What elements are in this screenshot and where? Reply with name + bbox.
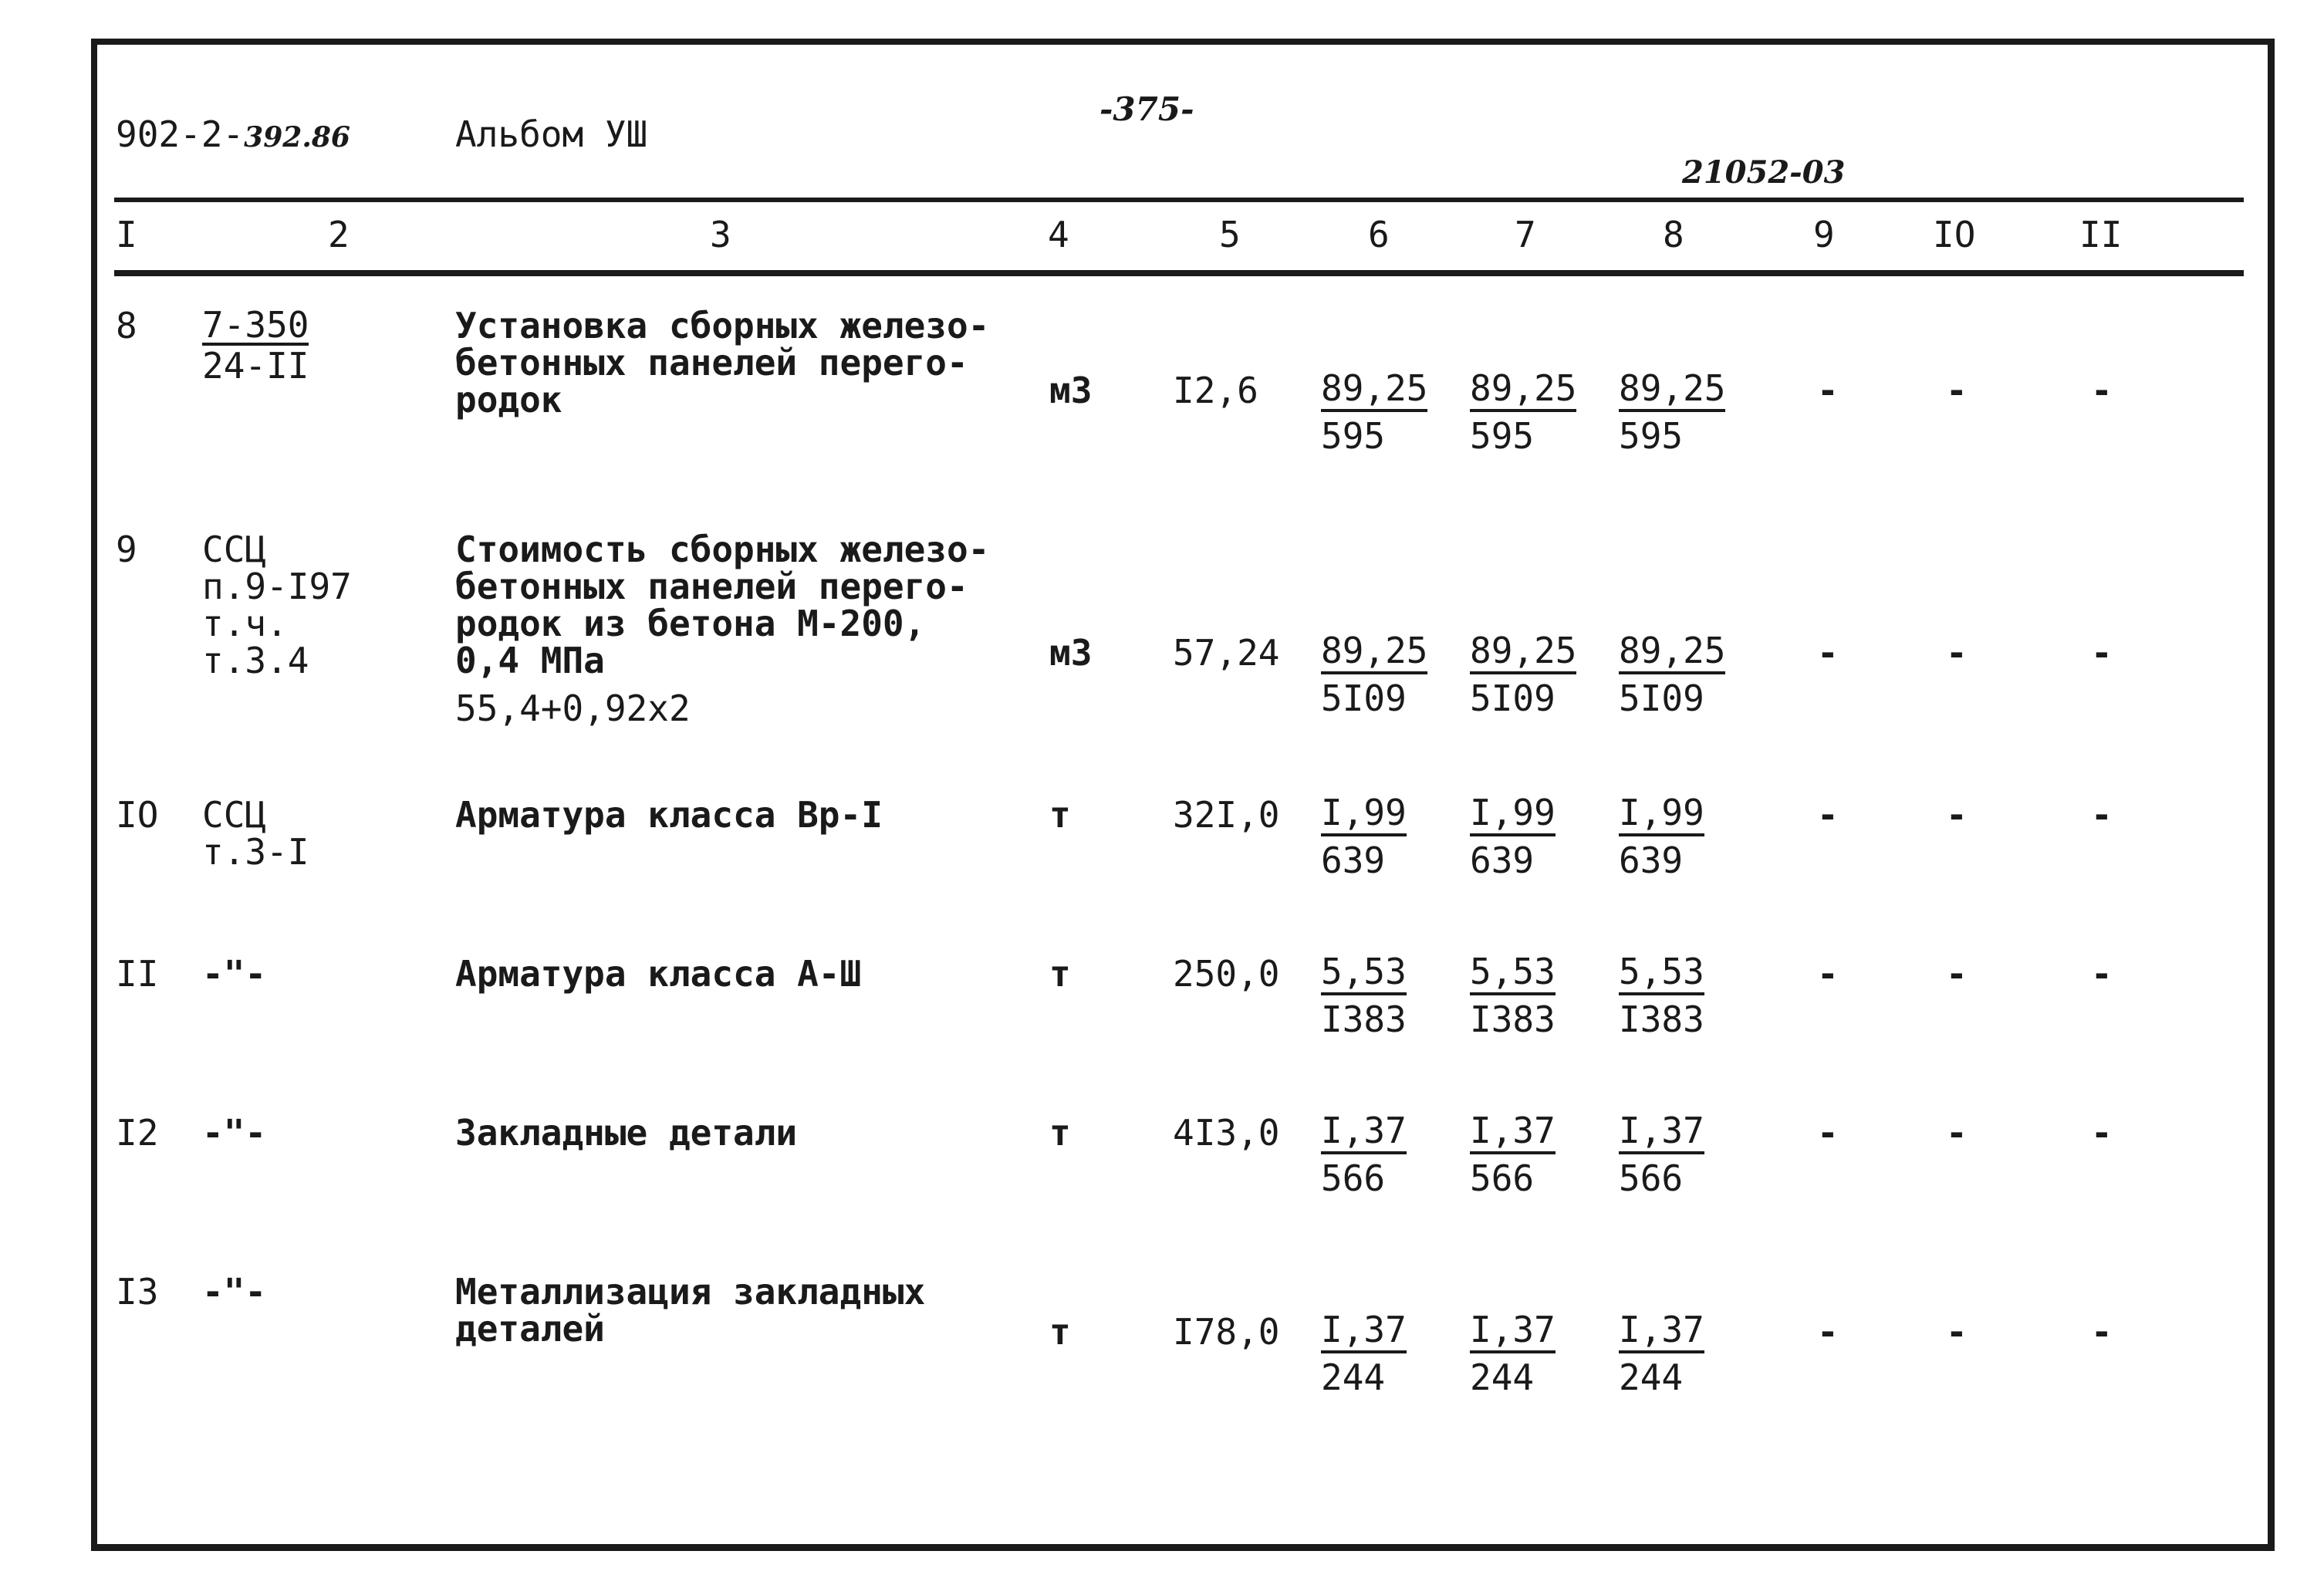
- cell-col8: [1619, 1310, 1704, 1401]
- cell-col10: -: [1946, 1311, 1968, 1353]
- row-description: Закладные детали: [455, 1112, 798, 1154]
- cell-col11: -: [2091, 1112, 2113, 1154]
- cell-top: I,99: [1619, 793, 1704, 836]
- column-header: I: [116, 214, 137, 255]
- description-line: 0,4 МПа: [455, 640, 605, 681]
- column-header: 7: [1515, 214, 1536, 255]
- description-line: Металлизация закладных: [455, 1271, 926, 1313]
- row-price: I78,0: [1173, 1311, 1280, 1353]
- cell-bottom: 244: [1321, 1357, 1386, 1398]
- code-line: т.ч.: [202, 603, 288, 644]
- cell-col11: -: [2091, 632, 2113, 674]
- column-header: 9: [1813, 214, 1835, 255]
- cell-top: 89,25: [1619, 631, 1725, 674]
- column-header: 8: [1663, 214, 1684, 255]
- series-handwritten: 392.86: [244, 121, 350, 154]
- cell-col9: -: [1817, 1112, 1839, 1154]
- cell-top: 89,25: [1321, 369, 1427, 412]
- cell-top: 89,25: [1470, 631, 1576, 674]
- cell-col7: [1470, 631, 1576, 722]
- column-header: 5: [1219, 214, 1241, 255]
- cell-top: 5,53: [1321, 952, 1407, 995]
- cell-col6: [1321, 1111, 1407, 1202]
- cell-col7: [1470, 369, 1576, 460]
- description-line: 55,4+0,92х2: [455, 688, 691, 729]
- cell-top: I,37: [1470, 1310, 1556, 1353]
- row-price: 4I3,0: [1173, 1112, 1280, 1154]
- row-number: IO: [116, 794, 159, 836]
- column-header: 3: [710, 214, 731, 255]
- row-unit: м3: [1049, 632, 1093, 674]
- cell-col7: [1470, 793, 1556, 884]
- cell-bottom: I383: [1470, 998, 1556, 1040]
- description-line: Арматура класса Вр-I: [455, 794, 883, 836]
- description-line: Стоимость сборных железо-: [455, 529, 990, 570]
- cell-bottom: 5I09: [1321, 677, 1407, 719]
- cell-bottom: 566: [1619, 1157, 1684, 1199]
- cell-bottom: 244: [1619, 1357, 1684, 1398]
- code-line: т.3.4: [202, 640, 309, 681]
- row-number: 8: [116, 305, 137, 346]
- cell-bottom: 595: [1470, 415, 1535, 457]
- cell-col9: -: [1817, 953, 1839, 995]
- row-price: 57,24: [1173, 632, 1280, 674]
- cell-bottom: 639: [1321, 840, 1386, 881]
- cell-col9: -: [1817, 632, 1839, 674]
- cell-col8: [1619, 631, 1725, 722]
- description-line: родок: [455, 379, 562, 421]
- cell-top: I,37: [1321, 1111, 1407, 1154]
- row-price: 32I,0: [1173, 794, 1280, 836]
- cell-top: 89,25: [1321, 631, 1427, 674]
- row-description: [455, 794, 883, 836]
- series-number: [116, 113, 350, 156]
- row-unit: м3: [1049, 370, 1093, 411]
- row-description: Арматура класса А-Ш: [455, 953, 862, 995]
- series-prefix: 902-2-: [116, 113, 245, 155]
- column-header: 6: [1368, 214, 1390, 255]
- cell-col10: -: [1946, 370, 1968, 411]
- row-unit: т: [1049, 1112, 1071, 1154]
- cell-col8: [1619, 952, 1704, 1043]
- cell-col7: [1470, 1111, 1556, 1202]
- column-header: 2: [328, 214, 350, 255]
- cell-col6: [1321, 369, 1427, 460]
- column-header: IO: [1933, 214, 1976, 255]
- document-number: 21052-03: [1682, 154, 1846, 191]
- page-number: -375-: [1100, 90, 1194, 128]
- cell-col11: -: [2091, 794, 2113, 836]
- row-price: I2,6: [1173, 370, 1258, 411]
- cell-bottom: 595: [1619, 415, 1684, 457]
- cell-top: I,99: [1321, 793, 1407, 836]
- description-line: деталей: [455, 1308, 605, 1350]
- row-code: -"-: [202, 1112, 267, 1154]
- description-line: родок из бетона М-200,: [455, 603, 926, 644]
- row-code: [202, 304, 309, 387]
- cell-col9: -: [1817, 794, 1839, 836]
- cell-top: I,37: [1321, 1310, 1407, 1353]
- cell-bottom: 639: [1470, 840, 1535, 881]
- row-number: I3: [116, 1271, 159, 1313]
- description-line: бетонных панелей перего-: [455, 566, 968, 607]
- code-line: т.3-I: [202, 831, 309, 873]
- cell-col10: -: [1946, 1112, 1968, 1154]
- cell-top: 89,25: [1470, 369, 1576, 412]
- row-code: -"-: [202, 953, 267, 995]
- cell-col8: [1619, 1111, 1704, 1202]
- cell-col10: -: [1946, 953, 1968, 995]
- row-code: [202, 794, 309, 873]
- column-header: 4: [1048, 214, 1069, 255]
- cell-col10: -: [1946, 632, 1968, 674]
- description-line: бетонных панелей перего-: [455, 342, 968, 384]
- album-label: Альбом УШ: [455, 113, 648, 155]
- cell-col7: [1470, 1310, 1556, 1401]
- cell-bottom: 595: [1321, 415, 1386, 457]
- cell-bottom: 566: [1470, 1157, 1535, 1199]
- cell-bottom: I383: [1619, 998, 1704, 1040]
- cell-col8: [1619, 369, 1725, 460]
- cell-col6: [1321, 631, 1427, 722]
- code-line: ССЦ: [202, 794, 267, 836]
- cell-top: I,37: [1470, 1111, 1556, 1154]
- row-number: II: [116, 953, 159, 995]
- code-line: 7-350: [202, 304, 309, 346]
- row-unit: т: [1049, 953, 1071, 995]
- row-number: 9: [116, 529, 137, 570]
- row-price: 250,0: [1173, 953, 1280, 995]
- code-line: п.9-I97: [202, 566, 352, 607]
- code-line: ССЦ: [202, 529, 267, 570]
- header-bottom-rule: [114, 270, 2244, 276]
- cell-bottom: 244: [1470, 1357, 1535, 1398]
- cell-bottom: 639: [1619, 840, 1684, 881]
- cell-col6: [1321, 1310, 1407, 1401]
- cell-col8: [1619, 793, 1704, 884]
- cell-bottom: 5I09: [1619, 677, 1704, 719]
- cell-col10: -: [1946, 794, 1968, 836]
- cell-col11: -: [2091, 1311, 2113, 1353]
- header-top-rule: [114, 198, 2244, 202]
- code-line: 24-II: [202, 345, 309, 387]
- cell-col9: -: [1817, 370, 1839, 411]
- row-unit: т: [1049, 1311, 1071, 1353]
- row-description: [455, 531, 989, 727]
- description-line: Установка сборных железо-: [455, 305, 990, 346]
- row-code: -"-: [202, 1271, 267, 1313]
- cell-bottom: 566: [1321, 1157, 1386, 1199]
- row-code: [202, 531, 352, 679]
- cell-top: I,99: [1470, 793, 1556, 836]
- cell-bottom: I383: [1321, 998, 1407, 1040]
- cell-col6: [1321, 793, 1407, 884]
- row-number: I2: [116, 1112, 159, 1154]
- cell-col11: -: [2091, 370, 2113, 411]
- cell-top: I,37: [1619, 1111, 1704, 1154]
- cell-col7: [1470, 952, 1556, 1043]
- cell-top: 5,53: [1470, 952, 1556, 995]
- cell-col11: -: [2091, 953, 2113, 995]
- cell-top: I,37: [1619, 1310, 1704, 1353]
- cell-top: 5,53: [1619, 952, 1704, 995]
- row-description: [455, 1271, 926, 1350]
- column-header: II: [2079, 214, 2123, 255]
- row-description: [455, 305, 990, 421]
- cell-top: 89,25: [1619, 369, 1725, 412]
- cell-bottom: 5I09: [1470, 677, 1556, 719]
- cell-col6: [1321, 952, 1407, 1043]
- row-unit: т: [1049, 794, 1071, 836]
- cell-col9: -: [1817, 1311, 1839, 1353]
